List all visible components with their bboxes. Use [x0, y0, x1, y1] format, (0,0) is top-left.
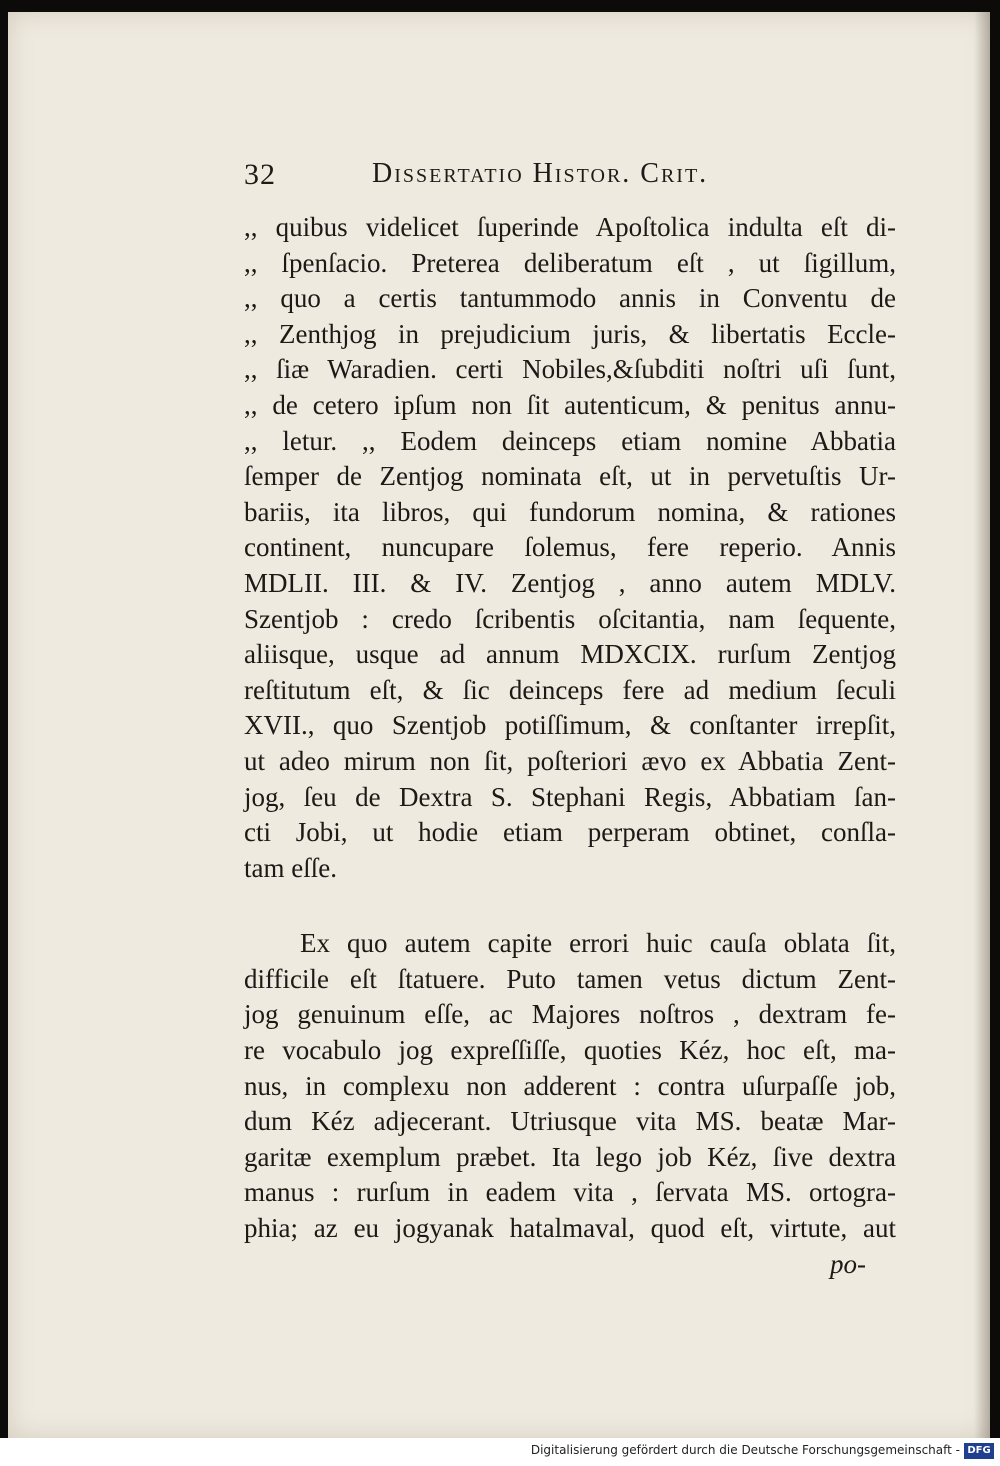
text-line: aliisque, usque ad annum MDXCIX. rurſum Zentjog [244, 639, 896, 670]
text-line: manus : rurſum in eadem vita , ſervata MS. ortogra- [244, 1177, 896, 1208]
text-line: jog genuinum eſſe, ac Majores noſtros , dextram fe- [244, 999, 896, 1030]
dfg-logo: DFG [964, 1443, 994, 1459]
text-line: nus, in complexu non adderent : contra uſurpaſſe job, [244, 1070, 896, 1101]
text-line: tam eſſe. [244, 852, 337, 883]
text-line: jog, ſeu de Dextra S. Stephani Regis, Abbatiam ſan- [244, 781, 896, 812]
running-title: Dissertatio Histor. Crit. [372, 158, 709, 189]
text-line: ,, de cetero ipſum non ſit autenticum, & penitus annu- [244, 389, 896, 420]
text-line: ,, quo a certis tantummodo annis in Conventu de [244, 283, 896, 314]
text-line: continent, nuncupare ſolemus, fere reperio. Annis [244, 532, 896, 563]
text-line: phia; az eu jogyanak hatalmaval, quod eſt, virtute, aut [244, 1213, 896, 1244]
page-edge-shadow [974, 12, 990, 1438]
text-line: garitæ exemplum præbet. Ita lego job Kéz, ſive dextra [244, 1141, 896, 1172]
text-line: bariis, ita libros, qui fundorum nomina, & rationes [244, 496, 896, 527]
text-line: difficile eſt ſtatuere. Puto tamen vetus dictum Zent- [244, 963, 896, 994]
text-line: Szentjob : credo ſcribentis oſcitantia, nam ſequente, [244, 603, 896, 634]
paragraph-1 [244, 210, 896, 886]
footer-bar [0, 1438, 1000, 1466]
text-line: XVII., quo Szentjob potiſſimum, & conſtanter irrepſit, [244, 710, 896, 741]
text-line: ,, ſpenſacio. Preterea deliberatum eſt , ut ſigillum, [244, 247, 896, 278]
text-line: reſtitutum eſt, & ſic deinceps fere ad medium ſeculi [244, 674, 896, 705]
text-line: ſemper de Zentjog nominata eſt, ut in pervetuſtis Ur- [244, 461, 896, 492]
text-line: MDLII. III. & IV. Zentjog , anno autem MDLV. [244, 567, 896, 598]
page-number: 32 [244, 158, 276, 191]
text-line: cti Jobi, ut hodie etiam perperam obtinet, conſla- [244, 817, 896, 848]
funding-credit: Digitalisierung gefördert durch die Deutsche Forschungsgemeinschaft - [530, 1443, 960, 1457]
text-line: dum Kéz adjecerant. Utriusque vita MS. beatæ Mar- [244, 1106, 896, 1137]
text-line: ,, quibus videlicet ſuperinde Apoſtolica indulta eſt di- [244, 212, 896, 242]
text-line: Ex quo autem capite errori huic cauſa oblata ſit, [300, 928, 896, 959]
book-page [8, 12, 990, 1438]
text-line: re vocabulo jog expreſſiſſe, quoties Kéz, hoc eſt, ma- [244, 1035, 896, 1066]
text-block [244, 210, 896, 1282]
text-line: ut adeo mirum non ſit, poſteriori ævo ex Abbatia Zent- [244, 745, 896, 776]
running-head [8, 148, 990, 198]
paragraph-gap [244, 886, 896, 926]
text-line: ,, Zenthjog in prejudicium juris, & libertatis Eccle- [244, 318, 896, 349]
catchword: po- [830, 1248, 866, 1279]
text-line: ,, ſiæ Waradien. certi Nobiles,&ſubditi noſtri uſi ſunt, [244, 354, 896, 385]
paragraph-2 [244, 926, 896, 1246]
text-line: ,, letur. ,, Eodem deinceps etiam nomine Abbatia [244, 425, 896, 456]
